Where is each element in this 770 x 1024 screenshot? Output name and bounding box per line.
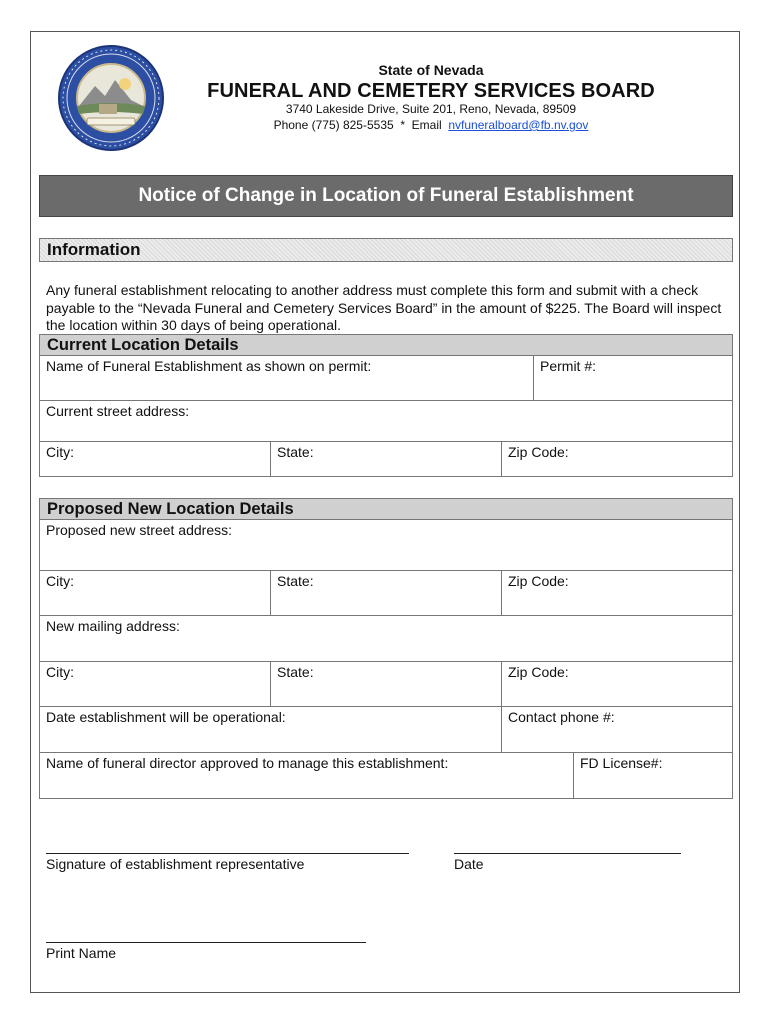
mailing-zip-field[interactable]: Zip Code:	[508, 664, 569, 680]
mailing-city-field[interactable]: City:	[40, 662, 271, 706]
current-city-row	[39, 442, 733, 477]
print-name-label: Print Name	[46, 945, 117, 961]
proposed-street-field[interactable]: Proposed new street address:	[46, 522, 232, 538]
proposed-state-field[interactable]: State:	[271, 571, 502, 615]
funeral-director-field[interactable]: Name of funeral director approved to manage this establishment:	[40, 753, 574, 798]
information-text: Any funeral establishment relocating to another address must complete this form and submit with a check payable to the “Nevada Funeral and Cemetery Services Board” in the amount of $225. The Board will inspect the location within 30 days of being operational.	[46, 282, 722, 333]
fd-license-field[interactable]: FD License#:	[580, 755, 663, 771]
contact-phone-field[interactable]: Contact phone #:	[508, 709, 615, 725]
current-name-row	[39, 356, 733, 401]
current-location-heading: Current Location Details	[39, 334, 733, 356]
current-street-field[interactable]: Current street address:	[46, 403, 190, 419]
board-contact	[31, 118, 741, 132]
email-link[interactable]: nvfuneralboard@fb.nv.gov	[448, 118, 589, 132]
current-state-field[interactable]: State:	[271, 442, 502, 476]
date-label: Date	[454, 856, 484, 872]
permit-number-field[interactable]: Permit #:	[540, 358, 597, 374]
mailing-state-field[interactable]: State:	[271, 662, 502, 706]
mailing-city-row	[39, 662, 733, 707]
current-city-field[interactable]: City:	[40, 442, 271, 476]
proposed-zip-field[interactable]: Zip Code:	[508, 573, 569, 589]
mailing-address-field[interactable]: New mailing address:	[46, 618, 180, 634]
establishment-name-field[interactable]: Name of Funeral Establishment as shown on permit:	[40, 356, 534, 400]
operational-date-row	[39, 707, 733, 753]
print-name-line[interactable]	[46, 942, 366, 943]
form-page	[30, 31, 740, 993]
signature-line[interactable]	[46, 853, 409, 854]
mailing-address-row	[39, 616, 733, 662]
date-line[interactable]	[454, 853, 681, 854]
proposed-city-row	[39, 571, 733, 616]
phone-text: Phone (775) 825-5535 * Email	[273, 118, 449, 132]
director-row	[39, 753, 733, 799]
board-address: 3740 Lakeside Drive, Suite 201, Reno, Nevada, 89509	[285, 102, 577, 116]
proposed-street-row	[39, 520, 733, 571]
form-title: Notice of Change in Location of Funeral Establishment	[39, 175, 733, 217]
information-heading: Information	[39, 238, 733, 262]
proposed-location-heading: Proposed New Location Details	[39, 498, 733, 520]
state-name: State of Nevada	[378, 62, 484, 78]
operational-date-field[interactable]: Date establishment will be operational:	[40, 707, 502, 752]
board-name: FUNERAL AND CEMETERY SERVICES BOARD	[207, 80, 655, 102]
current-zip-field[interactable]: Zip Code:	[508, 444, 569, 460]
signature-label: Signature of establishment representative	[46, 856, 305, 872]
proposed-city-field[interactable]: City:	[40, 571, 271, 615]
current-street-row	[39, 401, 733, 442]
